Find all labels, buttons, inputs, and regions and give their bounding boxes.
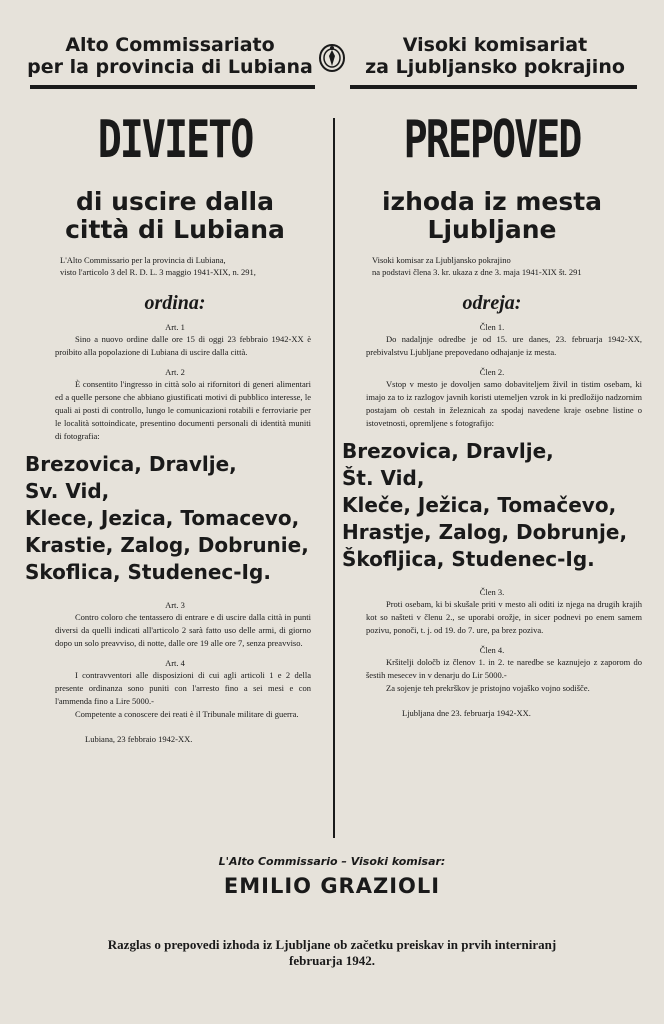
right-column	[342, 110, 642, 719]
left-title: DIVIETO	[97, 110, 253, 170]
caption-line-1: Razglas o prepovedi izhoda iz Ljubljane ob začetku preiskav in prvih interniranj	[107, 937, 557, 952]
caption	[20, 937, 644, 969]
right-lead-1: Visoki komisar za Ljubljansko pokrajino	[372, 255, 511, 265]
right-art4-text-2: Za sojenje teh prekrškov je pristojno vojaško vojno sodišče.	[386, 683, 590, 693]
header-right-rule	[350, 85, 637, 89]
right-art4-title: Člen 4.	[479, 645, 505, 655]
left-art4-title: Art. 4	[165, 658, 185, 668]
right-place-jezica: Ježica,	[417, 493, 491, 517]
left-place-brezovica: Brezovica,	[25, 452, 142, 476]
right-date: Ljubljana dne 23. februarja 1942-XX.	[402, 708, 531, 718]
left-place-sv-vid: Sv. Vid,	[25, 479, 110, 503]
left-art1-title: Art. 1	[165, 322, 185, 332]
left-place-dravlje: Dravlje,	[148, 452, 237, 476]
right-place-studenec-ig: Studenec-Ig.	[451, 547, 595, 571]
left-art3-text: Contro coloro che tentassero di entrare e di uscire dalla città in punti diversi da quelli indicati all'articolo 2 sarà fatto uso delle armi, di giorno dopo un solo preavviso, di notte, dalle ore 19 alle ore 7, senza preavviso.	[55, 612, 311, 648]
right-place-brezovica: Brezovica,	[342, 439, 459, 463]
right-art2-text: Vstop v mesto je dovoljen samo dobaviteljem živil in tistim osebam, ki imajo za to iz razlogov javnih koristi utemeljen vzrok in ki predložijo nadzornim postajam ob cestah in železnicah za spodaj navedene kraje osebne listine o istovetnosti, opremljene s fotografijo:	[366, 379, 642, 428]
left-art2-text: È consentito l'ingresso in città solo ai rifornitori di generi alimentari ed a quelle persone che abbiano giustificati motivi di pubblico interesse, le quali ai posti di controllo, lungo le comunicazioni rotabili e ferroviarie per le località sottoindicate, presentino documenti personali di identità muniti di fotografia:	[55, 379, 311, 441]
signature-title: L'Alto Commissario – Visoki komisar:	[218, 855, 446, 868]
right-place-dravlje: Dravlje,	[465, 439, 554, 463]
left-place-klece: Klece,	[25, 506, 94, 530]
left-art4-text-2: Competente a conoscere dei reati è il Tribunale militare di guerra.	[75, 709, 299, 719]
header-left-line1: Alto Commissariato	[65, 34, 275, 56]
right-lead-2: na podstavi člena 3. kr. ukaza z dne 3. maja 1941-XIX št. 291	[372, 267, 582, 277]
right-title: PREPOVED	[403, 110, 581, 170]
right-place-klece: Kleče,	[342, 493, 411, 517]
right-art1-text: Do nadaljnje odredbe je od 15. ure danes, 23. februarja 1942-XX, prebivalstvu Ljubljane prepovedano odhajanje iz mesta.	[366, 334, 642, 357]
left-places	[25, 451, 325, 586]
header-left-rule	[30, 85, 315, 89]
right-place-dobrunje: Dobrunje,	[516, 520, 628, 544]
right-place-skofljica: Škofljica,	[342, 547, 445, 571]
left-art2-title: Art. 2	[165, 367, 185, 377]
left-ordina: ordina:	[144, 292, 206, 314]
signature-name: EMILIO GRAZIOLI	[223, 874, 441, 898]
left-lead-2: visto l'articolo 3 del R. D. L. 3 maggio 1941-XIX, n. 291,	[60, 267, 256, 277]
right-subtitle-1: izhoda iz mesta	[381, 187, 603, 216]
right-place-st-vid: Št. Vid,	[342, 466, 425, 490]
column-divider	[333, 118, 335, 838]
right-odreja: odreja:	[462, 292, 522, 314]
right-place-tomacevo: Tomačevo,	[497, 493, 617, 517]
header-right-line2: za Ljubljansko pokrajino	[365, 56, 625, 78]
right-art3-title: Člen 3.	[479, 587, 505, 597]
right-art4-text-1: Kršitelji določb iz členov 1. in 2. te naredbe se kaznujejo z zaporom do šestih mesecev in v denarju do Lir 5000.-	[366, 657, 642, 680]
left-subtitle-2: città di Lubiana	[65, 215, 285, 244]
left-place-studenec-ig: Studenec-Ig.	[127, 560, 271, 584]
left-art4-text-1: I contravventori alle disposizioni di cui agli articoli 1 e 2 della presente ordinanza sono puniti con l'arresto fino a sei mesi e con l'ammenda fino a Lire 5000.-	[55, 670, 311, 706]
header-left-line2: per la provincia di Lubiana	[27, 56, 313, 78]
coat-of-arms-emblem	[318, 43, 346, 73]
right-subtitle-2: Ljubljane	[427, 215, 557, 244]
left-place-zalog: Zalog,	[120, 533, 191, 557]
left-date: Lubiana, 23 febbraio 1942-XX.	[85, 734, 193, 744]
left-place-jezica: Jezica,	[100, 506, 174, 530]
right-places	[342, 438, 642, 573]
left-place-dobrunie: Dobrunie,	[197, 533, 309, 557]
right-place-hrastje: Hrastje,	[342, 520, 432, 544]
left-column	[25, 110, 325, 745]
left-art3-title: Art. 3	[165, 600, 185, 610]
left-subtitle-1: di uscire dalla	[76, 187, 274, 216]
header-right-line1: Visoki komisariat	[402, 34, 588, 56]
left-place-krastie: Krastie,	[25, 533, 114, 557]
left-art1-text: Sino a nuovo ordine dalle ore 15 di oggi 23 febbraio 1942-XX è proibito alla popolazione di Lubiana di uscire dalla città.	[55, 334, 311, 357]
right-art1-title: Člen 1.	[479, 322, 505, 332]
right-place-zalog: Zalog,	[438, 520, 510, 544]
left-place-skoflica: Skoflica,	[25, 560, 121, 584]
header-right	[350, 34, 640, 78]
header-left	[25, 34, 315, 78]
right-art3-text: Proti osebam, ki bi skušale priti v mesto ali oditi iz njega na drugih krajih kot so našteti v členu 2., se uporabi orožje, in sicer podnevi po enem samem pozivu, ponoči, t. j. od 19. do 7. ure, pa brez poziva.	[366, 599, 642, 635]
left-lead-1: L'Alto Commissario per la provincia di Lubiana,	[60, 255, 226, 265]
caption-line-2: februarja 1942.	[289, 953, 375, 968]
right-art2-title: Člen 2.	[479, 367, 505, 377]
left-place-tomacevo: Tomacevo,	[180, 506, 300, 530]
